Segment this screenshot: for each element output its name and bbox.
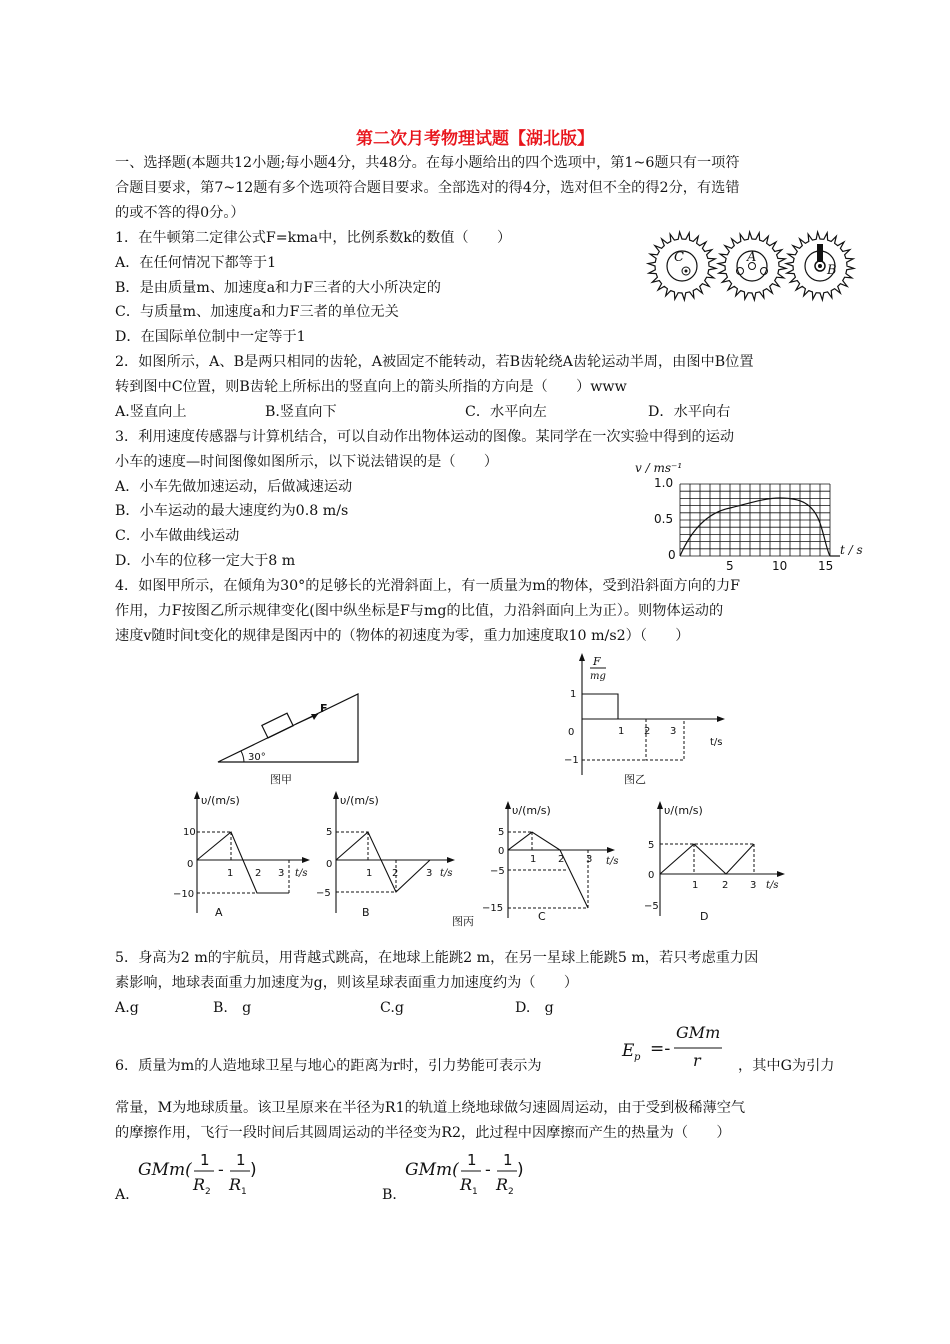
graph-d [640, 798, 800, 928]
angle-label: 30° [248, 752, 266, 763]
ga-xtick-2: 2 [255, 868, 262, 879]
b-post: ) [517, 1160, 524, 1180]
gb-ytick-0: 0 [326, 859, 333, 870]
ep-den: r [693, 1051, 701, 1070]
gd-xtick-1: 1 [692, 880, 699, 891]
q2-option-b: B.竖直向下 [265, 404, 337, 420]
formula-ep [620, 1020, 740, 1080]
gc-label: C [538, 910, 546, 923]
ga-xtick-1: 1 [227, 868, 234, 879]
vt-ytick-1: 1.0 [654, 476, 674, 490]
gear-a-teeth [718, 232, 786, 300]
gc-ytick-m15: −15 [482, 903, 504, 914]
gc-xtick-2: 2 [558, 854, 565, 865]
gb-xlabel: t/s [440, 868, 453, 879]
fg-ytick-m1: −1 [564, 755, 579, 766]
q1-option-b: B．是由质量m、加速度a和力F三者的大小所决定的 [115, 280, 441, 296]
graph-b [310, 788, 460, 923]
gear-label-b: B [827, 263, 837, 278]
ga-ylabel: υ/(m/s) [201, 794, 240, 807]
gd-label: D [700, 910, 709, 923]
q6-option-a-formula [138, 1145, 278, 1201]
a-s2: 1 [241, 1187, 247, 1197]
q4-stem-3: 速度v随时间t变化的规律是图丙中的（物体的初速度为零，重力加速度取10 m/s2）（ ） [115, 628, 690, 644]
q5-option-a: A.g [115, 1000, 139, 1016]
ep-num: GMm [676, 1023, 721, 1042]
q6-option-b-formula [405, 1145, 545, 1201]
a-post: ) [250, 1160, 257, 1180]
gb-xtick-3: 3 [426, 868, 433, 879]
ga-xlabel: t/s [295, 868, 308, 879]
ga-ytick-m10: −10 [173, 889, 195, 900]
force-label: F [320, 702, 328, 715]
gc-xtick-1: 1 [530, 854, 537, 865]
q6-stem-pre: 6．质量为m的人造地球卫星与地心的距离为r时，引力势能可表示为 [115, 1058, 542, 1074]
gear-label-a: A [747, 250, 757, 265]
vt-grid [680, 484, 830, 556]
b-n1: 1 [467, 1151, 477, 1169]
q5-stem-1: 5．身高为2 m的宇航员，用背越式跳高，在地球上能跳2 m，在另一星球上能跳5 m，若只考虑重力因 [115, 950, 759, 966]
q2-option-d: D．水平向右 [648, 404, 731, 420]
q5-option-d: D. g [515, 1000, 554, 1016]
a-d1: R [193, 1175, 206, 1194]
gd-xtick-3: 3 [750, 880, 757, 891]
q5-stem-2: 素影响，地球表面重力加速度为g，则该星球表面重力加速度约为（ ） [115, 975, 579, 991]
b-minus: - [485, 1160, 491, 1179]
q3-option-a: A．小车先做加速运动，后做减速运动 [115, 479, 353, 495]
gc-ytick-5: 5 [498, 827, 505, 838]
gb-xtick-1: 1 [366, 868, 373, 879]
graph-c [470, 798, 630, 928]
gb-label: B [362, 906, 370, 919]
b-d1: R [460, 1175, 473, 1194]
incline-figure [210, 690, 370, 790]
q2-option-a: A.竖直向上 [115, 404, 187, 420]
intro-line-3: 的或不答的得0分。） [115, 205, 245, 221]
caption-bing: 图丙 [452, 915, 474, 928]
q1-option-c: C．与质量m、加速度a和力F三者的单位无关 [115, 304, 399, 320]
q4-stem-2: 作用，力F按图乙所示规律变化(图中纵坐标是F与mg的比值，力沿斜面向上为正）。则物体运动的 [115, 603, 724, 619]
q3-stem-1: 3．利用速度传感器与计算机结合，可以自动作出物体运动的图像。某同学在一次实验中得到的运动 [115, 429, 735, 445]
gd-ytick-m5: −5 [644, 901, 659, 912]
gear-label-c: C [674, 250, 684, 265]
gears-figure [640, 228, 860, 308]
fg-xtick-1: 1 [618, 726, 625, 737]
gc-xtick-3: 3 [586, 854, 593, 865]
q6-option-a-label: A． [115, 1187, 140, 1203]
q6-stem-3: 的摩擦作用，飞行一段时间后其圆周运动的半径变为R2，此过程中因摩擦而产生的热量为（ ） [115, 1125, 731, 1141]
ga-ytick-0: 0 [187, 859, 194, 870]
fg-ylabel-den: mg [590, 671, 606, 682]
q1-option-d: D．在国际单位制中一定等于1 [115, 329, 306, 345]
gb-ytick-5: 5 [326, 827, 333, 838]
q6-option-b-label: B． [382, 1187, 407, 1203]
caption-jia: 图甲 [270, 773, 292, 786]
ga-label: A [215, 906, 223, 919]
vt-graph [630, 458, 870, 573]
a-n1: 1 [200, 1151, 210, 1169]
vt-xlabel: t / s [840, 543, 863, 557]
q5-option-c: C.g [380, 1000, 404, 1016]
q6-stem-post: ，其中G为引力 [738, 1058, 835, 1074]
vt-xtick-15: 15 [818, 559, 834, 573]
a-d2: R [229, 1175, 242, 1194]
gb-ylabel: υ/(m/s) [340, 794, 379, 807]
ep-eq: =- [650, 1039, 671, 1059]
gear-a [718, 232, 786, 300]
a-n2: 1 [236, 1151, 246, 1169]
b-pre: GMm( [405, 1160, 459, 1180]
fg-xtick-3: 3 [670, 726, 677, 737]
gd-xtick-2: 2 [722, 880, 729, 891]
fg-ytick-1: 1 [570, 689, 577, 700]
q6-stem-2: 常量，M为地球质量。该卫星原来在半径为R1的轨道上绕地球做匀速圆周运动，由于受到极稀薄空气 [115, 1100, 746, 1116]
gc-ytick-m5: −5 [490, 866, 505, 877]
vt-xtick-5: 5 [726, 559, 734, 573]
gear-c-teeth [648, 232, 716, 300]
q3-option-d: D．小车的位移一定大于8 m [115, 553, 296, 569]
q1-stem: 1．在牛顿第二定律公式F=kma中，比例系数k的数值（ ） [115, 230, 512, 246]
q3-stem-2: 小车的速度—时间图像如图所示，以下说法错误的是（ ） [115, 454, 499, 470]
intro-line-1: 一、选择题(本题共12小题;每小题4分，共48分。在每小题给出的四个选项中，第1~6题只有一项符 [115, 155, 740, 171]
gc-xlabel: t/s [606, 856, 619, 867]
intro-line-2: 合题目要求，第7~12题有多个选项符合题目要求。全部选对的得4分，选对但不全的得2分，有选错 [115, 180, 740, 196]
ga-xtick-3: 3 [278, 868, 285, 879]
fg-xtick-2: 2 [644, 726, 651, 737]
caption-yi: 图乙 [624, 773, 646, 786]
q5-option-b: B. g [213, 1000, 252, 1016]
q2-stem-1: 2．如图所示，A、B是两只相同的齿轮，A被固定不能转动，若B齿轮绕A齿轮运动半周，由图中B位置 [115, 354, 754, 370]
force-graph [560, 650, 730, 785]
q2-stem-2: 转到图中C位置，则B齿轮上所标出的竖直向上的箭头所指的方向是（ ）www [115, 379, 627, 395]
a-minus: - [218, 1160, 224, 1179]
ep-lhs: E [622, 1041, 635, 1061]
a-pre: GMm( [138, 1160, 192, 1180]
page-title: 第二次月考物理试题【湖北版】 [356, 129, 594, 149]
fg-ytick-0: 0 [568, 727, 575, 738]
gd-ytick-0: 0 [648, 870, 655, 881]
q3-option-b: B．小车运动的最大速度约为0.8 m/s [115, 503, 349, 519]
b-n2: 1 [503, 1151, 513, 1169]
gc-ylabel: υ/(m/s) [512, 804, 551, 817]
gc-ytick-0: 0 [498, 846, 505, 857]
vt-ytick-0: 0 [668, 548, 676, 562]
vt-ytick-05: 0.5 [654, 512, 674, 526]
q2-option-c: C．水平向左 [465, 404, 547, 420]
q4-stem-1: 4．如图甲所示，在倾角为30°的足够长的光滑斜面上，有一质量为m的物体，受到沿斜面方向的力F [115, 578, 740, 594]
gb-ytick-m5: −5 [316, 888, 331, 899]
vt-ylabel: v / ms⁻¹ [635, 461, 683, 475]
fg-ylabel-num: F [593, 655, 601, 668]
ep-sub: p [634, 1052, 641, 1063]
q1-option-a: A．在任何情况下都等于1 [115, 255, 277, 271]
gd-xlabel: t/s [766, 880, 779, 891]
a-s1: 2 [205, 1187, 211, 1197]
ga-ytick-10: 10 [183, 827, 196, 838]
gd-ylabel: υ/(m/s) [664, 804, 703, 817]
gd-ytick-5: 5 [648, 840, 655, 851]
b-d2: R [496, 1175, 509, 1194]
graph-a [165, 788, 315, 923]
b-s2: 2 [508, 1187, 514, 1197]
b-s1: 1 [472, 1187, 478, 1197]
vt-xtick-10: 10 [772, 559, 788, 573]
fg-xlabel: t/s [710, 737, 723, 748]
gear-c [648, 232, 716, 300]
gb-xtick-2: 2 [392, 868, 399, 879]
q3-option-c: C．小车做曲线运动 [115, 528, 240, 544]
